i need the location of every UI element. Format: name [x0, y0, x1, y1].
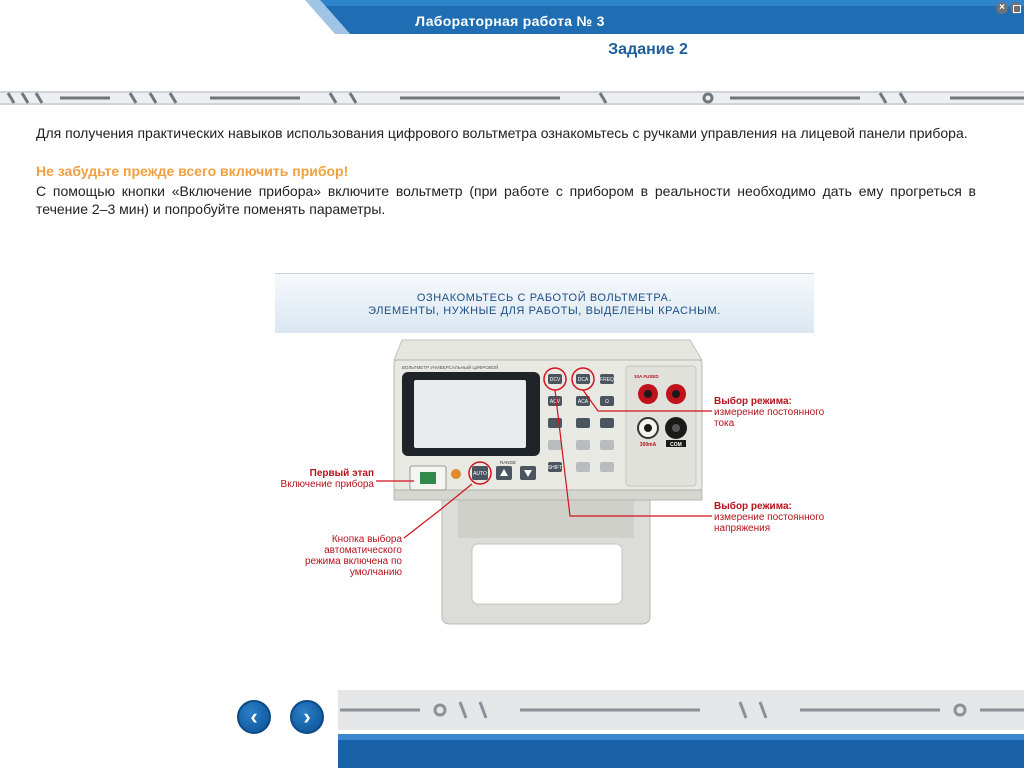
ma-label: 300mA [639, 442, 657, 448]
range-label: RANGE [499, 460, 517, 465]
auto-button-label: AUTO [473, 471, 487, 477]
annotation-dca-text: измерение постоянного тока [714, 407, 825, 429]
close-icon[interactable]: × [996, 2, 1008, 14]
annotation-power [262, 468, 374, 490]
annotation-dcv [714, 501, 834, 534]
task-title: Задание 2 [608, 41, 688, 58]
shift-button-label: SHIFT [547, 465, 563, 471]
annotation-dca-title: Выбор режима: [714, 396, 792, 407]
next-button[interactable] [290, 700, 324, 734]
banner-line-1: ОЗНАКОМЬТЕСЬ С РАБОТОЙ ВОЛЬТМЕТРА. [416, 292, 673, 304]
navigation-panel [0, 686, 338, 768]
ohm-button-label: Ω [605, 399, 609, 405]
brand-label: ВОЛЬТМЕТР УНИВЕРСАЛЬНЫЙ ЦИФРОВОЙ [402, 365, 499, 370]
freq-button-label: FREQ [600, 377, 614, 383]
annotation-auto-text: Кнопка выбора автоматического режима включена по умолчанию [304, 534, 402, 578]
annotation-power-title: Первый этап [309, 468, 374, 479]
intro-text: Для получения практических навыков использования цифрового вольтметра ознакомьтесь с ручками управления на лицевой панели прибора. [36, 125, 968, 141]
com-label: COM [670, 442, 682, 448]
annotation-dcv-text: измерение постоянного напряжения [714, 512, 825, 534]
chevron-left-icon: ‹ [250, 704, 258, 729]
prev-button[interactable] [237, 700, 271, 734]
acv-button-label: ACV [549, 399, 561, 405]
dcv-button-label: DCV [549, 377, 561, 383]
annotation-dcv-title: Выбор режима: [714, 501, 792, 512]
annotation-power-text: Включение прибора [280, 479, 374, 490]
fused-label: 10A FUSED [634, 374, 659, 379]
banner-line-2: ЭЛЕМЕНТЫ, НУЖНЫЕ ДЛЯ РАБОТЫ, ВЫДЕЛЕНЫ КРАСНЫМ. [368, 305, 721, 317]
warning-text: Не забудьте прежде всего включить прибор! [36, 163, 349, 179]
instruction-text: С помощью кнопки «Включение прибора» включите вольтметр (при работе с прибором в реальности необходимо дать ему прогреться в течение 2–3 мин) и попробуйте поменять параметры. [36, 183, 976, 217]
lab-title: Лабораторная работа № 3 [415, 13, 605, 29]
aca-button-label: ACA [577, 399, 589, 405]
annotation-dca [714, 396, 834, 429]
annotation-auto [286, 534, 402, 578]
dca-button-label: DCA [577, 377, 589, 383]
chevron-right-icon: › [303, 704, 311, 729]
